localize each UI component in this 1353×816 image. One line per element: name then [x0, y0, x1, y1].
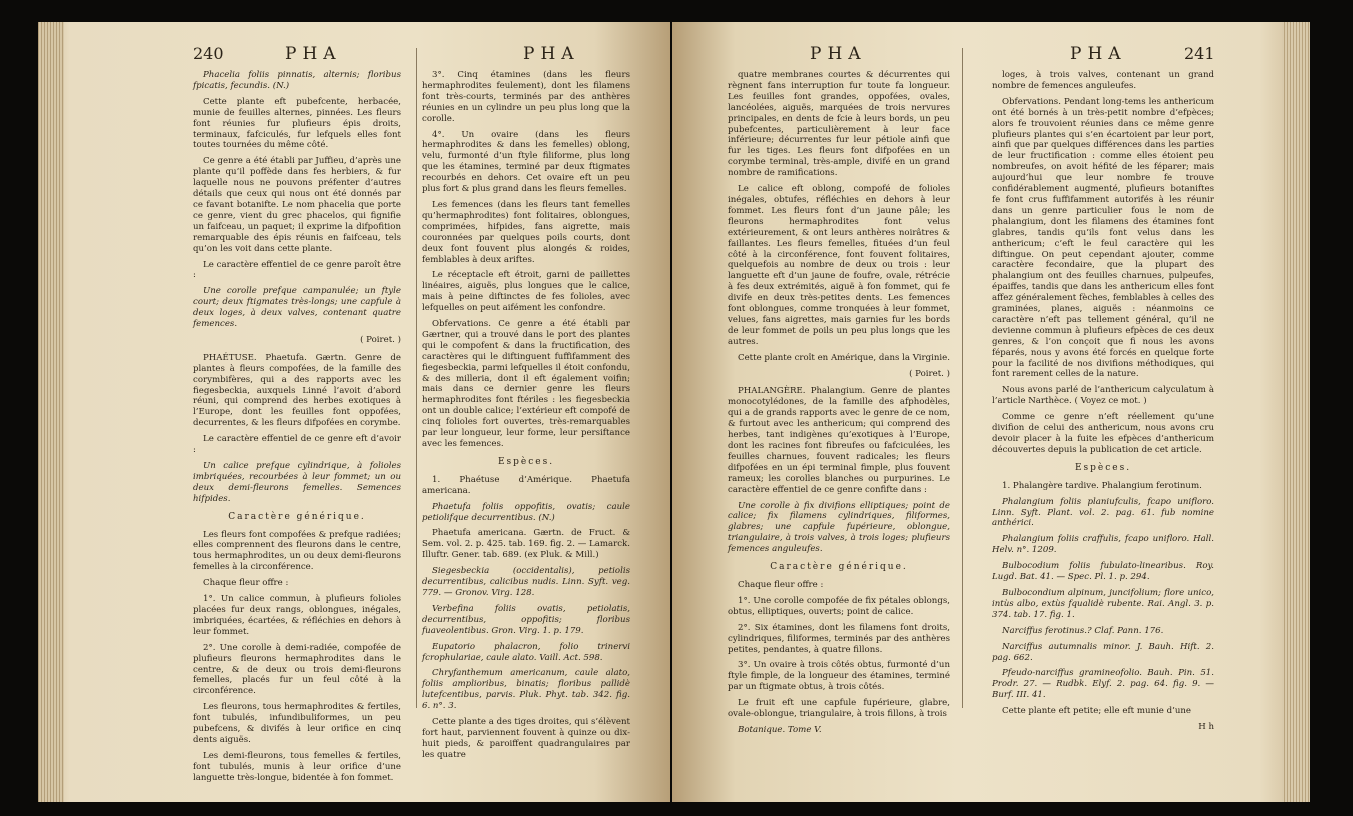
paragraph: PHAÉTUSE. Phaetufa. Gærtn. Genre de plantes à fleurs compofées, de la famille des corymbifères, qui a des rapports avec les fiegesbeckia, auxquels Linné l’avoit d’abord réuni, qui comprend des herbes exotiques à l’Europe, dont les feuilles font oppofées, decurrentes, & les fleurs difpofées en corymbe.: [193, 352, 401, 429]
paragraph: PHALANGÈRE. Phalangium. Genre de plantes monocotylédones, de la famille des afphodèles, qui a de grands rapports avec le genre de ce nom, & furtout avec les anthericum; qui comprend des herbes, tant indigènes qu’exotiques à l’Europe, dont les racines font fibreufes ou fafciculées, les feuilles charnues, fouvent radicales; les fleurs difpofées en un épi terminal fimple, plus fouvent rameux; les corolles blanches ou purpurines. Le caractère effentiel de ce genre confifte dans :: [728, 386, 950, 495]
left-page: [38, 22, 670, 802]
running-title: PHA: [523, 44, 580, 64]
paragraph: Les fleurs font compofées & prefque radiées; elles comprennent des fleurons dans le centre, tous hermaphrodites, un ou deux demi-fleurons femelles à la circonférence.: [193, 529, 401, 573]
paragraph: 1. Phaétuse d’Amérique. Phaetufa americana.: [422, 474, 630, 496]
paragraph: ( Poiret. ): [909, 368, 950, 379]
paragraph: Obfervations. Pendant long-tems les anthericum ont été bornés à un très-petit nombre d’efpèces; alors fe trouvoient réunies dans ce même genre plufieurs plantes qui s’en écartoient par leur port, ainfi que par quelques différences dans les parties de leur fructification : comme elles étoient peu nombreufes, on avoit héfité de les féparer; mais aujourd’hui que leur nombre fe trouve confidérablement augmenté, plufieurs botaniftes fe font crus fuffifamment autorifés à les réunir dans un genre particulier fous le nom de phalangium, dont les filamens des étamines font glabres, tandis qu’ils font velus dans les anthericum; c’eft le feul caractère qui les diftingue. On peut cependant ajouter, comme caractère fecondaire, que la plupart des phalangium ont des feuilles charnues, pulpeufes, épaiffes, tandis que dans les anthericum elles font affez généralement fèches, femblables à celles des graminées, planes, aiguës : néanmoins ce caractère n’eft pas tellement général, qu’il ne devienne commun à plufieurs efpèces de ces deux genres, & l’on conçoit que fi nous les avons féparés, nous y avons été forcés en quelque forte pour la facilité de nos divifions méthodiques, qui font rarement celles de la nature.: [992, 96, 1214, 380]
paragraph: Les femences (dans les fleurs tant femelles qu’hermaphrodites) font folitaires, oblongues, comprimées, hifpides, fans aigrette, mais couronnées par quelques poils courts, dont deux font fouvent plus alongés & roides, femblables à deux ariftes.: [422, 199, 630, 265]
paragraph: Phaetufa americana. Gærtn. de Fruct. & Sem. vol. 2. p. 425. tab. 169. fig. 2. — Lamarck. Illuftr. Gener. tab. 689. (ex Pluk. & Mill.): [422, 528, 630, 561]
paragraph: Chaque fleur offre :: [203, 578, 289, 589]
paragraph: Les demi-fleurons, tous femelles & fertiles, font tubulés, munis à leur orifice d’une languette très-longue, bidentée à fon fommet.: [193, 750, 401, 783]
section-heading: Espèces.: [1074, 462, 1132, 473]
paragraph: Cette plante a des tiges droites, qui s’élèvent fort haut, parviennent fouvent à quinze ou dix-huit pieds, & paroiffent quadrangulaires par les quatre: [422, 717, 630, 760]
paragraph: Cette plante eft petite; elle eft munie d’une: [1002, 706, 1191, 717]
paragraph: Cette plante croît en Amérique, dans la Virginie.: [738, 352, 950, 363]
paragraph: Siegesbeckia (occidentalis), petiolis decurrentibus, calicibus nudis. Linn. Syft. veg. 779. — Gronov. Virg. 128.: [422, 566, 630, 598]
paragraph: Le réceptacle eft étroit, garni de paillettes linéaires, aiguës, plus longues que le calice, mais à peine diftinctes de fes folioles, avec lefquelles on peut aifément les confondre.: [422, 270, 630, 314]
paragraph: Le calice eft oblong, compofé de folioles inégales, obtufes, réfléchies en dehors à leur fommet. Les fleurs font d’un jaune pâle; les fleurons hermaphrodites font velus extérieurement, & ont leurs anthères noirâtres & faillantes. Les fleurs femelles, fituées d’un feul côté à la circonférence, font fouvent folitaires, quelquefois au nombre de deux ou trois : leur languette eft d’un jaune de foufre, ovale, rétrécie à fes deux extrémités, aiguë à fon fommet, qui fe divife en deux très-petites dents. Les femences font oblongues, comme tronquées à leur fommet, velues, fans aigrettes, mais garnies fur les bords de leur fommet de poils un peu plus longs que les autres.: [728, 184, 950, 347]
paragraph: 2°. Six étamines, dont les filamens font droits, cylindriques, filiformes, terminés par des anthères petites, pendantes, à quatre fillons.: [728, 622, 950, 655]
paragraph: Botanique. Tome V.: [738, 724, 822, 735]
running-head-right: [728, 44, 1214, 70]
paragraph: Cette plante eft pubefcente, herbacée, munie de feuilles alternes, pinnées. Les fleurs font réunies fur plufieurs épis droits, terminaux, fafciculés, fur lefquels elles font toutes tournées du même côté.: [193, 96, 401, 151]
paragraph: Narciffus autumnalis minor. J. Bauh. Hift. 2. pag. 662.: [992, 641, 1214, 663]
book-spread: [38, 22, 1310, 802]
paragraph: 1°. Une corolle compofée de fix pétales oblongs, obtus, elliptiques, ouverts; point de calice.: [728, 595, 950, 617]
paragraph: Les fleurons, tous hermaphrodites & fertiles, font tubulés, infundibuliformes, un peu pubefcens, & divifés à leur orifice en cinq dents aiguës.: [193, 702, 401, 745]
section-heading: Caractère générique.: [770, 562, 908, 573]
columns: [728, 70, 1214, 741]
section-heading: Caractère générique.: [228, 511, 366, 522]
paragraph: Obfervations. Ce genre a été établi par Gærtner, qui a trouvé dans le port des plantes qui le compofent & dans la fructification, des caractères qui le diftinguent fuffifamment des fiegesbeckia, parmi lefquelles il étoit confondu, & des milleria, dont il eft également voifin; mais dans ce dernier genre les fleurs hermaphrodites font ftériles : les fiegesbeckia ont un double calice; l’extérieur eft compofé de cinq folioles fort ouvertes, très-remarquables par leur longueur, leur forme, leur persiftance avec les femences.: [422, 319, 630, 449]
page-number: 240: [193, 44, 224, 63]
paragraph: Une corolle prefque campanulée; un ftyle court; deux ftigmates très-longs; une capfule à deux loges, à deux valves, contenant quatre femences.: [193, 286, 401, 330]
paragraph: Comme ce genre n’eft réellement qu’une divifion de celui des anthericum, nous avons cru devoir placer à la fuite les efpèces d’anthericum découvertes depuis la publication de cet article.: [992, 412, 1214, 455]
paragraph: Phaetufa foliis oppofitis, ovatis; caule petiolifque decurrentibus. (N.): [422, 501, 630, 523]
paragraph: Bulbocodium foliis fubulato-linearibus. Roy. Lugd. Bat. 41. — Spec. Pl. 1. p. 294.: [992, 561, 1214, 583]
page-edge-right: [1282, 22, 1310, 802]
running-title: PHA: [1070, 44, 1127, 64]
paragraph: 1. Phalangère tardive. Phalangium ferotinum.: [1002, 480, 1202, 491]
paragraph: ( Poiret. ): [360, 334, 401, 345]
paragraph: 4°. Un ovaire (dans les fleurs hermaphrodites & dans les femelles) oblong, velu, furmonté d’un ftyle filiforme, plus long que les étamines, terminé par deux ftigmates recourbés en dehors. Cet ovaire eft un peu plus fort & plus grand dans les fleurs femelles.: [422, 129, 630, 195]
column-1: [728, 70, 950, 741]
page-edge-left: [38, 22, 64, 802]
paragraph: 2°. Une corolle à demi-radiée, compofée de plufieurs fleurons hermaphrodites dans le centre, & de deux ou trois demi-fleurons femelles, placés fur un feul côté à la circonférence.: [193, 642, 401, 697]
paragraph: Verbefina foliis ovatis, petiolatis, decurrentibus, oppofitis; floribus fuaveolentibus. Gron. Virg. 1. p. 179.: [422, 603, 630, 636]
paragraph: Le fruit eft une capfule fupérieure, glabre, ovale-oblongue, triangulaire, à trois fillons, à trois: [728, 698, 950, 720]
paragraph: Une corolle à fix divifions elliptiques; point de calice; fix filamens cylindriques, filiformes, glabres; une capfule fupérieure, oblongue, triangulaire, à trois valves, à trois loges; plufieurs femences anguleufes.: [728, 500, 950, 555]
paragraph: Le caractère effentiel de ce genre paroît être :: [193, 259, 401, 281]
page-number: 241: [1184, 44, 1215, 63]
paragraph: Ce genre a été établi par Juffieu, d’après une plante qu’il poffède dans fes herbiers, & fur laquelle nous ne pouvons préfenter d’autres détails que ceux qui nous ont été donnés par ce favant botanifte. Le nom phacelia que porte ce genre, vient du grec phacelos, qui fignifie un faifceau, un paquet; il exprime la difpofition remarquable des épis réunis en faifceau, tels qu’on les voit dans cette plante.: [193, 156, 401, 254]
paragraph: Bulbocondium alpinum, juncifolium; flore unico, intùs albo, extùs fqualidè rubente. Rai. Angl. 3. p. 374. tab. 17. fig. 1.: [992, 587, 1214, 620]
paragraph: quatre membranes courtes & décurrentes qui règnent fans interruption fur toute fa longueur. Les feuilles font grandes, oppofées, ovales, lancéolées, aiguës, marquées de trois nervures principales, en dents de fcie à leurs bords, un peu pubefcentes, particulièrement à leur face inférieure; décurrentes fur leur pétiole ainfi que fur les tiges. Les fleurs font difpofées en un corymbe terminal, très-ample, divifé en un grand nombre de ramifications.: [728, 70, 950, 179]
paragraph: Phalangium foliis planiufculis, fcapo unifloro. Linn. Syft. Plant. vol. 2. pag. 61. fub nomine anthérici.: [992, 496, 1214, 529]
paragraph: Pfeudo-narciffus gramineofolio. Bauh. Pin. 51. Prodr. 27. — Rudbk. Elyf. 2. pag. 64. fig. 9. — Burf. III. 41.: [992, 668, 1214, 701]
paragraph: Chaque fleur offre :: [738, 579, 824, 590]
paragraph: Phalangium foliis craffulis, fcapo unifloro. Hall. Helv. n°. 1209.: [992, 534, 1214, 556]
column-1: [193, 70, 401, 789]
columns: [193, 70, 630, 789]
running-title: PHA: [810, 44, 867, 64]
column-2: [422, 70, 630, 789]
paragraph: Nous avons parlé de l’anthericum calyculatum à l’article Narthèce. ( Voyez ce mot. ): [992, 385, 1214, 407]
running-head-left: [193, 44, 630, 70]
right-page: [672, 22, 1310, 802]
paragraph: Un calice prefque cylindrique, à folioles imbriquées, recourbées à leur fommet; un ou deux demi-fleurons femelles. Semences hifpides.: [193, 461, 401, 504]
running-title: PHA: [285, 44, 342, 64]
paragraph: 3°. Cinq étamines (dans les fleurs hermaphrodites feulement), dont les filamens font très-courts, terminés par des anthères réunies en un cylindre un peu plus long que la corolle.: [422, 70, 630, 124]
paragraph: Narciffus ferotinus.? Claf. Pann. 176.: [1002, 625, 1164, 636]
paragraph: Le caractère effentiel de ce genre eft d’avoir :: [193, 434, 401, 456]
paragraph: H h: [1198, 722, 1214, 733]
paragraph: 3°. Un ovaire à trois côtés obtus, furmonté d’un ftyle fimple, de la longueur des étamines, terminé par un ftigmate obtus, à trois côtés.: [728, 660, 950, 693]
column-2: [992, 70, 1214, 741]
paragraph: 1°. Un calice commun, à plufieurs folioles placées fur deux rangs, oblongues, inégales, imbriquées, écartées, & réfléchies en dehors à leur fommet.: [193, 594, 401, 637]
paragraph: Eupatorio phalacron, folio trinervi fcrophulariae, caule alato. Vaill. Act. 598.: [422, 641, 630, 663]
paragraph: loges, à trois valves, contenant un grand nombre de femences anguleufes.: [992, 70, 1214, 91]
paragraph: Phacelia foliis pinnatis, alternis; floribus fpicatis, fecundis. (N.): [193, 70, 401, 91]
paragraph: Chryfanthemum americanum, caule alato, foliis amplioribus, binatis; floribus pallidè lutefcentibus, parvis. Pluk. Phyt. tab. 342. fig. 6. n°. 3.: [422, 668, 630, 712]
section-heading: Espèces.: [497, 456, 555, 467]
